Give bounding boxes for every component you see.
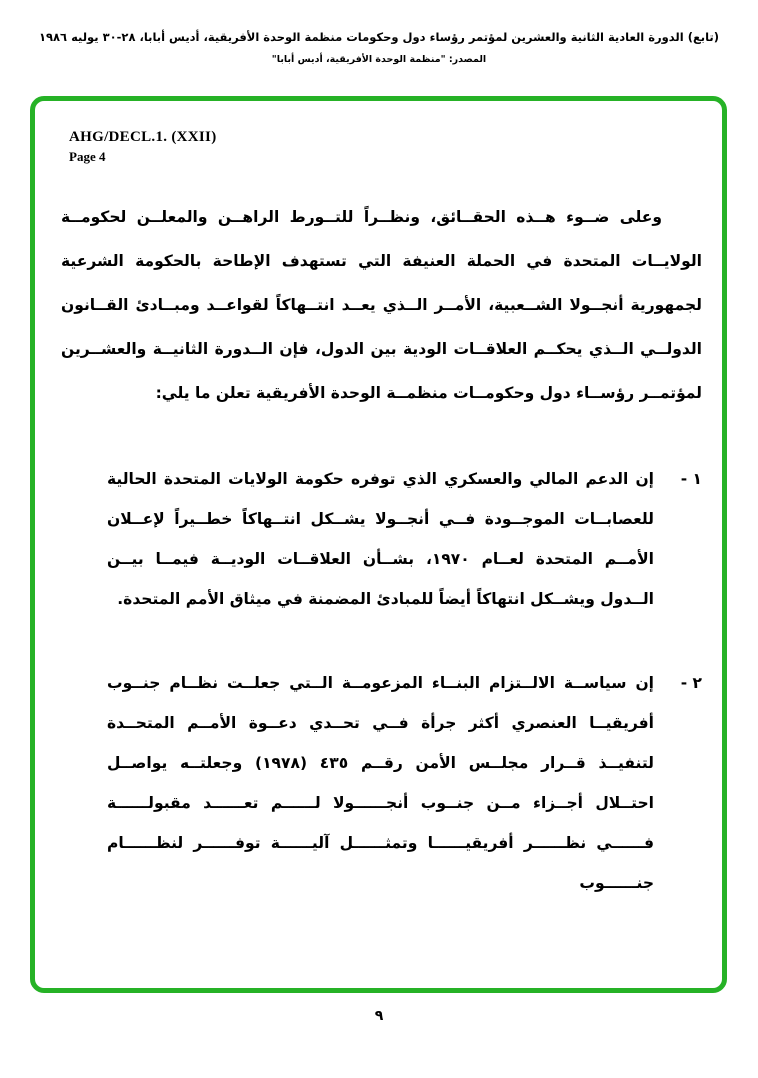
header-source-line: المصدر: "منظمة الوحدة الأفريقية، أديس أبابا" (271, 54, 487, 65)
document-reference: AHG/DECL.1. (XXII) (69, 129, 217, 145)
document-page-label: Page 4 (69, 149, 106, 164)
list-item-1-number: ١ - (680, 470, 702, 488)
list-item-2 (61, 663, 702, 903)
intro-paragraph: وعلى ضــوء هــذه الحقــائق، ونظــراً للتــورط الراهــن والمعلــن لحكومــة الولايــات المتحدة في الحملة العنيفة التي تستهدف الإطاحة بالحكومة الشرعية لجمهورية أنجــولا الشــعبية، الأمــر الــذي يعــد انتــهاكاً لقواعــد ومبــادئ القــانون الدولــي الــذي يحكــم العلاقــات الودية بين الدول، فإن الــدورة الثانيــة والعشــرين لمؤتمــر رؤســاء دول وحكومــات منظمــة الوحدة الأفريقية تعلن ما يلي: (61, 208, 702, 402)
list-item-1 (61, 459, 702, 619)
list-item-2-text: إن سياســة الالــتزام البنــاء المزعومــة الــتي جعلــت نظــام جنــوب أفريقيــا العنصري أكثر جرأة فــي تحــدي دعــوة الأمــم المتحــدة لتنفيــذ قــرار مجلــس الأمن رقــم ٤٣٥ (١٩٧٨) وجعلتــه يواصــل احتــلال أجــزاء مــن جنــوب أنجــــــولا لــــــم تعــــــد مقبولــــــة فــــــي نظــــــر أفريقيــــــا وتمثــــــل آليــــــة توفــــــر لنظــــــام جنــــــوب (107, 674, 654, 892)
document-reference-block (69, 129, 722, 165)
document-body (61, 195, 702, 903)
page-header (0, 0, 758, 65)
list-item-1-text: إن الدعم المالي والعسكري الذي توفره حكومة الولايات المتحدة الحالية للعصابــات الموجــودة فــي أنجــولا يشــكل انتــهاكاً خطــيراً لإعــلان الأمــم المتحدة لعــام ١٩٧٠، بشــأن العلاقــات الوديــة فيمــا بيــن الــدول ويشــكل انتهاكاً أيضاً للمبادئ المضمنة في ميثاق الأمم المتحدة. (107, 470, 654, 608)
document-frame (30, 96, 727, 993)
page-number: ٩ (374, 1008, 384, 1024)
header-session-title: (تابع) الدورة العادية الثانية والعشرين لمؤتمر رؤساء دول وحكومات منظمة الوحدة الأفريقية، أديس أبابا، ٢٨-٣٠ يوليه ١٩٨٦ (38, 30, 720, 44)
list-item-2-number: ٢ - (680, 674, 702, 692)
